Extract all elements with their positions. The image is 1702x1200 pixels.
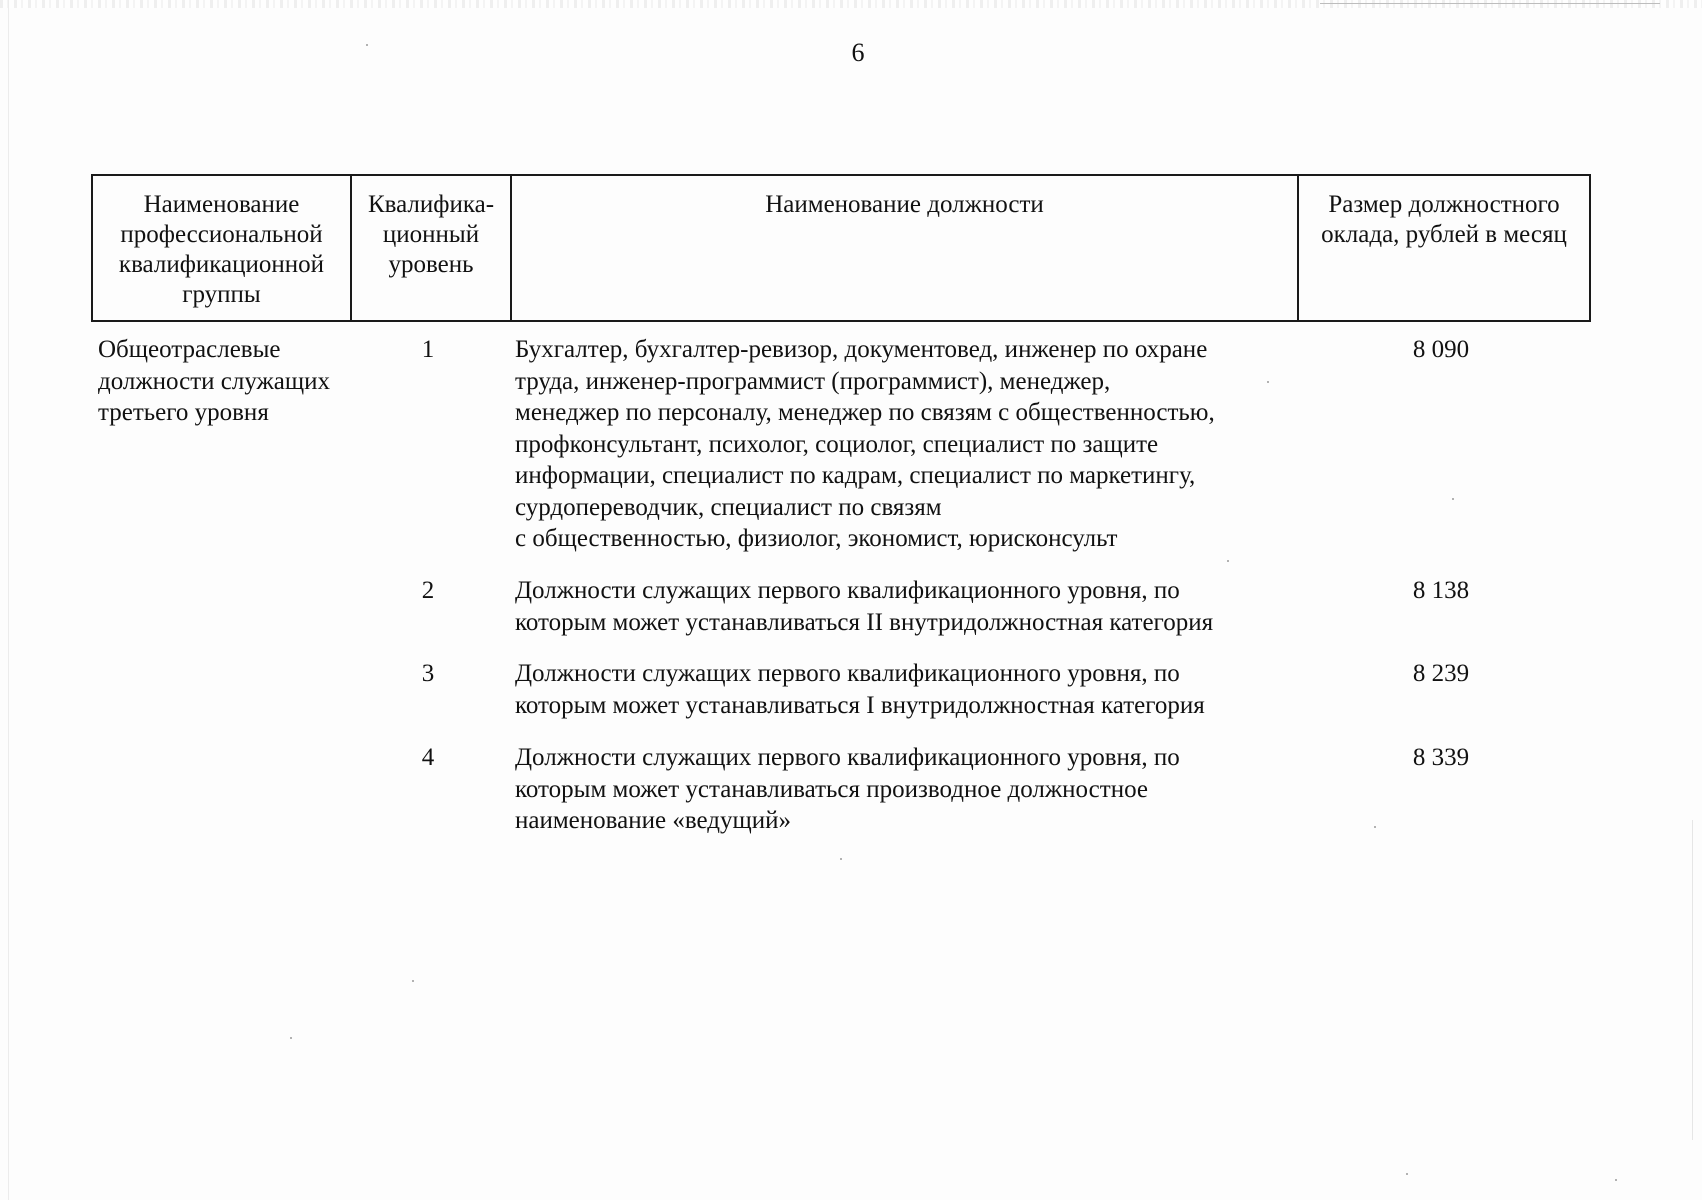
row-positions: Бухгалтер, бухгалтер-ревизор, документовед, инженер по охране труда, инженер-программист (программист), менеджер, менеджер по персоналу, менеджер по связям с общественностью, профконсультант, психолог, социолог, специалист по защите информации, специалист по кадрам, специалист по маркетингу, сурдопереводчик, специалист по связям с общественностью, физиолог, экономист, юрисконсульт	[515, 336, 1215, 552]
header-position-name: Наименование должности	[510, 176, 1297, 320]
row-salary: 8 090	[1412, 336, 1470, 363]
header-salary: Размер должностного оклада, рублей в месяц	[1297, 176, 1589, 320]
professional-group-name: Общеотраслевые должности служащих третьего уровня	[98, 336, 331, 426]
scan-edge-line	[1320, 3, 1660, 4]
row-level: 4	[421, 744, 435, 771]
row-level: 3	[421, 660, 435, 687]
page-number: 6	[851, 38, 865, 67]
row-salary: 8 138	[1412, 577, 1470, 604]
scan-speck	[1267, 381, 1269, 383]
header-group-name: Наименование профессиональной квалификационной группы	[118, 191, 325, 308]
row-level: 1	[421, 336, 435, 363]
scan-speck	[290, 1037, 292, 1039]
row-positions: Должности служащих первого квалификационного уровня, по которым может устанавливаться II внутридолжностная категория	[515, 577, 1214, 636]
row-level: 2	[421, 577, 435, 604]
scan-noise-top	[0, 0, 1702, 8]
scan-edge-left	[8, 0, 9, 1200]
scan-speck	[1227, 560, 1229, 562]
header-qualification-level: Квалифика-ционный уровень	[350, 176, 510, 320]
scan-speck	[1374, 826, 1376, 828]
scan-speck	[412, 980, 414, 982]
salary-table-header	[91, 174, 1591, 322]
row-positions: Должности служащих первого квалификационного уровня, по которым может устанавливаться I внутридолжностная категория	[515, 660, 1205, 719]
scan-edge-right	[1692, 820, 1693, 1140]
scan-speck	[1615, 1179, 1617, 1181]
scan-speck	[1406, 1173, 1408, 1175]
scan-speck	[840, 858, 842, 860]
scan-speck	[366, 44, 368, 46]
row-salary: 8 239	[1412, 660, 1470, 687]
row-positions: Должности служащих первого квалификационного уровня, по которым может устанавливаться производное должностное наименование «ведущий»	[515, 744, 1180, 834]
scan-speck	[1452, 498, 1454, 500]
row-salary: 8 339	[1412, 744, 1470, 771]
